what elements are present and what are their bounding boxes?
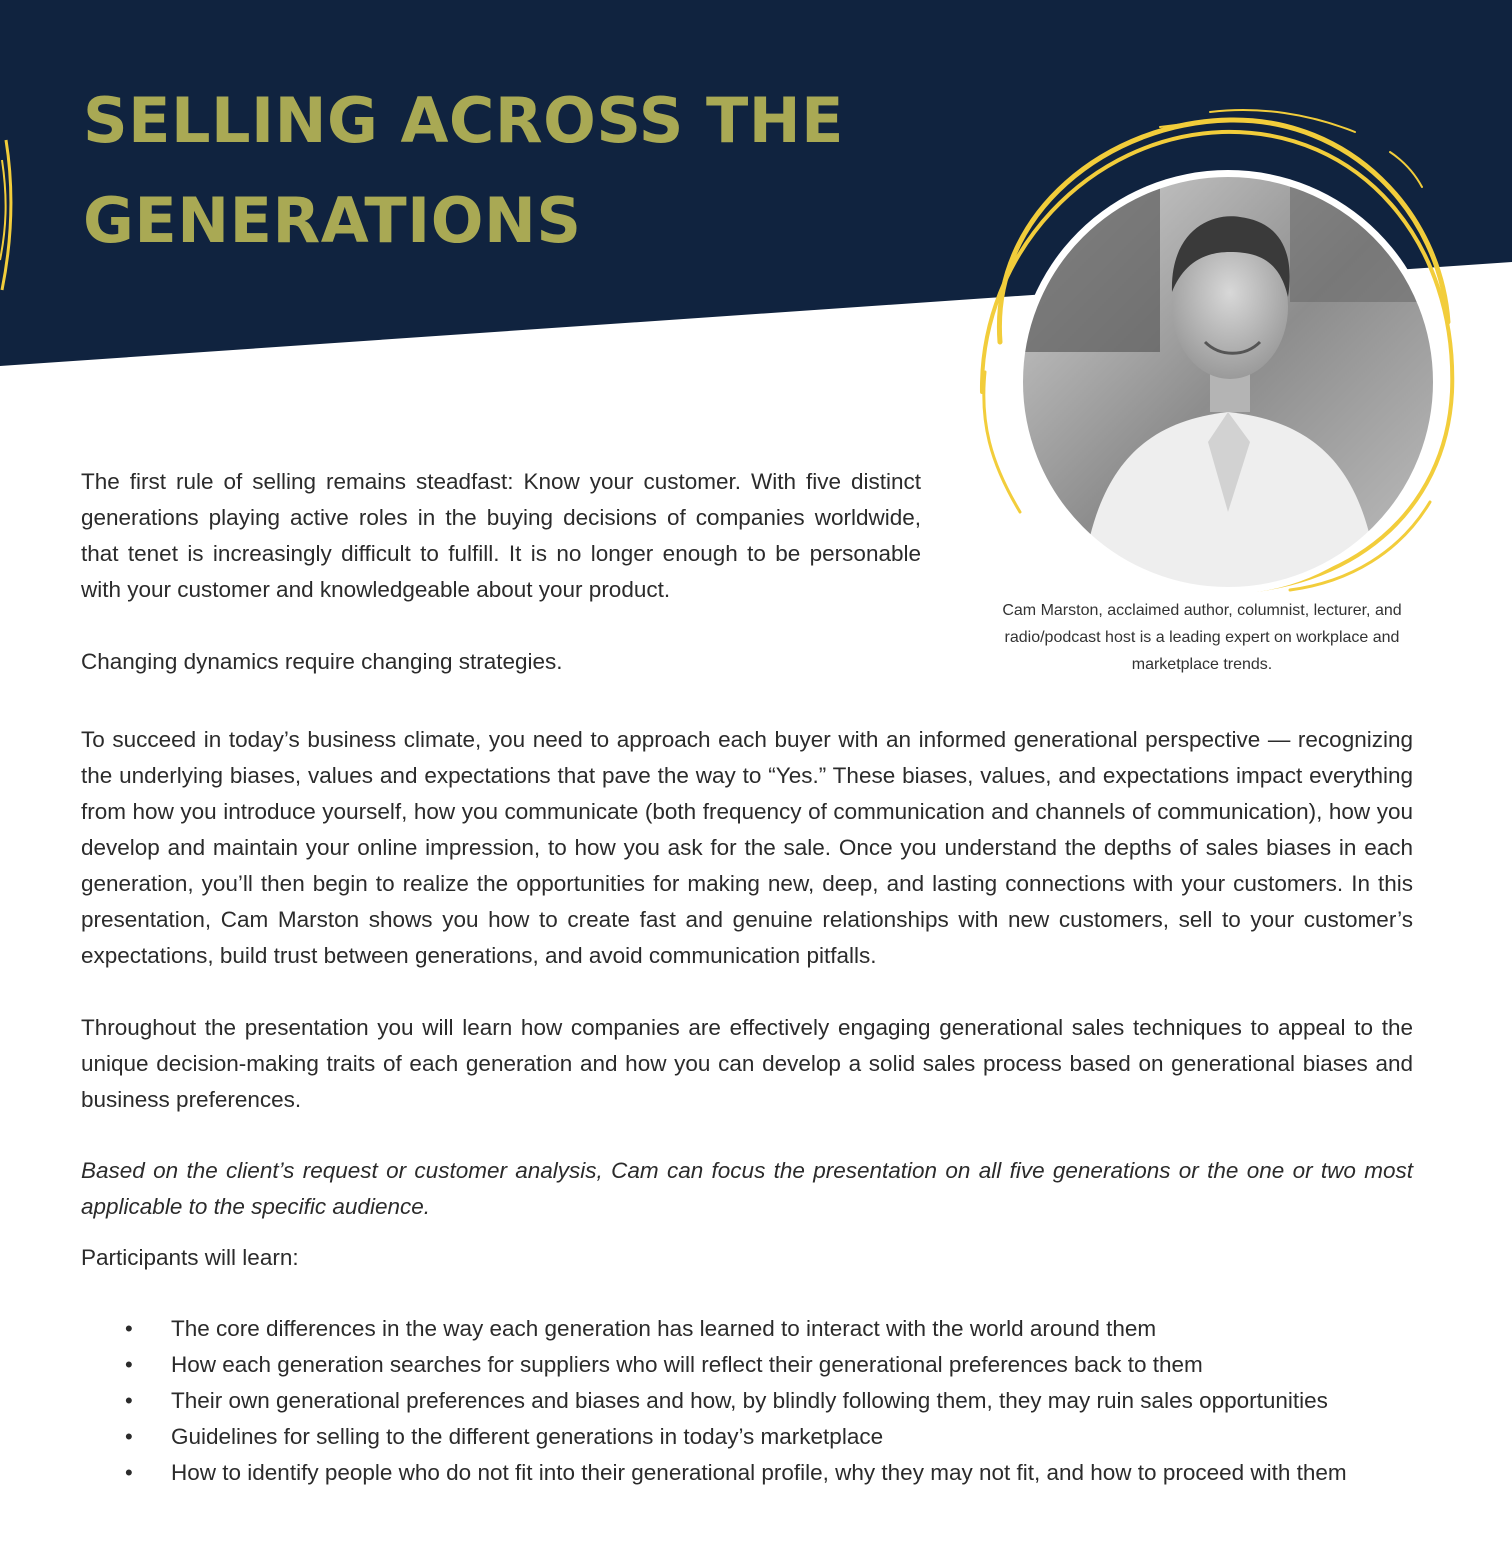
changing-paragraph: Changing dynamics require changing strategies. (81, 649, 563, 674)
list-item (81, 1347, 1413, 1383)
page-title-line-2: GENERATIONS (81, 171, 586, 271)
throughout-paragraph: Throughout the presentation you will learn how companies are effectively engaging generational sales techniques to appeal to the unique decision-making traits of each generation and how you can develop a solid sales process based on generational biases and business preferences. (81, 1015, 1413, 1112)
focus-note-paragraph: Based on the client’s request or customer analysis, Cam can focus the presentation on all five generations or the one or two most applicable to the specific audience. (81, 1158, 1413, 1219)
bullet-icon: • (125, 1460, 133, 1485)
list-item (81, 1455, 1413, 1491)
learning-list (81, 1311, 1413, 1491)
list-item (81, 1383, 1413, 1419)
portrait-caption: Cam Marston, acclaimed author, columnist, lecturer, and radio/podcast host is a leading expert on workplace and marketplace trends. (1002, 602, 1402, 673)
bullet-icon: • (125, 1388, 133, 1413)
speaker-portrait (960, 92, 1472, 592)
bullet-icon: • (125, 1352, 133, 1377)
succeed-paragraph: To succeed in today’s business climate, you need to approach each buyer with an informed generational perspective — recognizing the underlying biases, values and expectations that pave the way to “Yes.” These biases, values, and expectations impact everything from how you introduce yourself, how you communicate (both frequency of communication and channels of communication), how you develop and maintain your online impression, to how you ask for the sale. Once you understand the depths of sales biases in each generation, you’ll then begin to realize the opportunities for making new, deep, and lasting connections with your customers. In this presentation, Cam Marston shows you how to create fast and genuine relationships with new customers, sell to your customer’s expectations, build trust between generations, and avoid communication pitfalls. (81, 727, 1413, 968)
list-item-text: Guidelines for selling to the different generations in today’s marketplace (171, 1424, 884, 1449)
bullet-icon: • (125, 1424, 133, 1449)
list-item-text: How each generation searches for suppliers who will reflect their generational preferences back to them (171, 1352, 1203, 1377)
bullet-icon: • (125, 1316, 133, 1341)
list-item (81, 1311, 1413, 1347)
page-title-line-1: SELLING ACROSS THE (81, 71, 848, 171)
list-item (81, 1419, 1413, 1455)
list-item-text: Their own generational preferences and biases and how, by blindly following them, they may ruin sales opportunities (171, 1388, 1328, 1413)
list-item-text: How to identify people who do not fit into their generational profile, why they may not fit, and how to proceed with them (171, 1460, 1347, 1485)
list-item-text: The core differences in the way each generation has learned to interact with the world around them (171, 1316, 1157, 1341)
participants-heading: Participants will learn: (81, 1245, 299, 1270)
intro-paragraph: The first rule of selling remains steadfast: Know your customer. With five distinct generations playing active roles in the buying decisions of companies worldwide, that tenet is increasingly difficult to fulfill. It is no longer enough to be personable with your customer and knowledgeable about your product. (81, 469, 921, 602)
